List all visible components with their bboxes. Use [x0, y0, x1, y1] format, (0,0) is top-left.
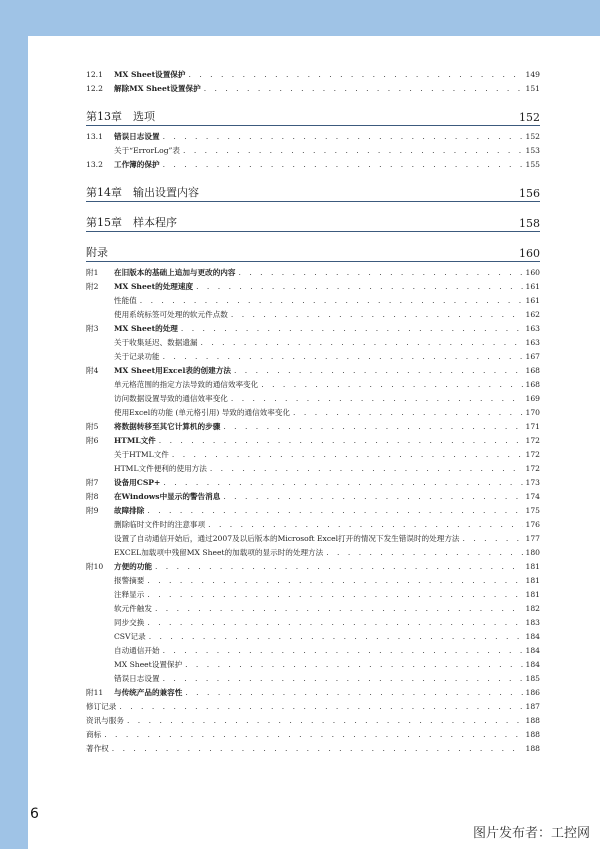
- entry-title: 使用系统标签可处理的软元件点数: [114, 310, 228, 319]
- toc-entry[interactable]: [86, 560, 540, 574]
- entry-page-number: 177: [525, 534, 540, 543]
- entry-page-number: 163: [525, 338, 540, 347]
- entry-title: 访问数据设置导致的通信效率变化: [114, 394, 228, 403]
- entry-title: 错误日志设置: [114, 132, 160, 141]
- dot-leader: [155, 560, 523, 574]
- table-of-contents: [86, 68, 540, 756]
- entry-title: 关于HTML文件: [114, 450, 169, 459]
- entry-title: 自动通信开始: [114, 646, 160, 655]
- entry-title: HTML文件便利的使用方法: [114, 464, 207, 473]
- entry-page-number: 172: [525, 450, 540, 459]
- entry-page-number: 188: [525, 730, 540, 739]
- toc-chapter-heading[interactable]: [86, 180, 540, 202]
- entry-page-number: 162: [525, 310, 540, 319]
- chapter-title: 第15章 样本程序: [86, 216, 177, 229]
- entry-page-number: 151: [525, 84, 540, 93]
- dot-leader: [155, 602, 523, 616]
- page-number: 6: [30, 806, 39, 822]
- toc-entry[interactable]: [86, 280, 540, 294]
- toc-chapter-heading[interactable]: [86, 210, 540, 232]
- dot-leader: [223, 490, 522, 504]
- entry-page-number: 161: [525, 282, 540, 291]
- dot-leader: [127, 714, 523, 728]
- dot-leader: [196, 280, 522, 294]
- toc-subentry[interactable]: [86, 336, 540, 350]
- toc-subentry[interactable]: [86, 350, 540, 364]
- entry-page-number: 181: [525, 562, 540, 571]
- dot-leader: [163, 672, 523, 686]
- entry-page-number: 188: [525, 716, 540, 725]
- toc-subentry[interactable]: [86, 574, 540, 588]
- entry-page-number: 172: [525, 464, 540, 473]
- entry-number: 附4: [86, 366, 99, 375]
- entry-page-number: 171: [525, 422, 540, 431]
- chapter-page-number: 158: [519, 217, 540, 230]
- toc-entry[interactable]: [86, 158, 540, 172]
- dot-leader: [172, 448, 523, 462]
- toc-chapter-heading[interactable]: [86, 240, 540, 262]
- dot-leader: [231, 392, 523, 406]
- entry-page-number: 149: [525, 70, 540, 79]
- chapter-page-number: 160: [519, 247, 540, 260]
- dot-leader: [147, 504, 522, 518]
- chapter-title: 附录: [86, 246, 108, 259]
- entry-page-number: 168: [525, 366, 540, 375]
- toc-entry[interactable]: [86, 476, 540, 490]
- entry-page-number: 163: [525, 324, 540, 333]
- toc-entry[interactable]: [86, 420, 540, 434]
- entry-page-number: 169: [525, 394, 540, 403]
- toc-subentry[interactable]: [86, 448, 540, 462]
- entry-page-number: 152: [525, 132, 540, 141]
- toc-subentry[interactable]: [86, 644, 540, 658]
- toc-subentry[interactable]: [86, 616, 540, 630]
- entry-title: 删除临时文件时的注意事项: [114, 520, 206, 529]
- dot-leader: [119, 700, 522, 714]
- entry-page-number: 187: [525, 702, 540, 711]
- toc-entry[interactable]: [86, 322, 540, 336]
- entry-number: 附7: [86, 478, 99, 487]
- toc-entry[interactable]: [86, 700, 540, 714]
- entry-page-number: 176: [525, 520, 540, 529]
- chapter-title: 第14章 输出设置内容: [86, 186, 199, 199]
- entry-page-number: 183: [525, 618, 540, 627]
- dot-leader: [163, 130, 523, 144]
- dot-leader: [231, 308, 523, 322]
- entry-title: 修订记录: [86, 702, 117, 711]
- left-blue-band: [0, 0, 28, 849]
- entry-number: 附11: [86, 688, 104, 697]
- entry-title: 在旧版本的基础上追加与更改的内容: [114, 268, 236, 277]
- entry-page-number: 173: [525, 478, 540, 487]
- dot-leader: [208, 518, 522, 532]
- entry-page-number: 182: [525, 604, 540, 613]
- toc-subentry[interactable]: [86, 518, 540, 532]
- entry-title: 与传统产品的兼容性: [114, 688, 183, 697]
- entry-title: 注释显示: [114, 590, 145, 599]
- dot-leader: [185, 658, 522, 672]
- entry-number: 附2: [86, 282, 99, 291]
- dot-leader: [185, 686, 522, 700]
- entry-page-number: 170: [525, 408, 540, 417]
- entry-title: 同步交换: [114, 618, 145, 627]
- dot-leader: [239, 266, 523, 280]
- entry-number: 12.2: [86, 84, 103, 93]
- entry-number: 附5: [86, 422, 99, 431]
- entry-page-number: 155: [525, 160, 540, 169]
- toc-entry[interactable]: [86, 434, 540, 448]
- toc-entry[interactable]: [86, 504, 540, 518]
- dot-leader: [210, 462, 523, 476]
- entry-number: 13.2: [86, 160, 103, 169]
- dot-leader: [181, 322, 523, 336]
- dot-leader: [147, 616, 522, 630]
- dot-leader: [104, 728, 522, 742]
- dot-leader: [326, 546, 522, 560]
- dot-leader: [201, 336, 523, 350]
- dot-leader: [147, 574, 522, 588]
- entry-page-number: 180: [525, 548, 540, 557]
- top-blue-band: [0, 0, 600, 36]
- entry-page-number: 153: [525, 146, 540, 155]
- entry-page-number: 188: [525, 744, 540, 753]
- entry-page-number: 172: [525, 436, 540, 445]
- entry-title: 软元件触发: [114, 604, 152, 613]
- entry-page-number: 160: [525, 268, 540, 277]
- entry-number: 附6: [86, 436, 99, 445]
- toc-subentry[interactable]: [86, 378, 540, 392]
- dot-leader: [159, 434, 523, 448]
- entry-title: 在Windows中显示的警告消息: [114, 492, 221, 501]
- entry-number: 附10: [86, 562, 104, 571]
- entry-title: 将数据转移至其它计算机的步骤: [114, 422, 221, 431]
- dot-leader: [293, 406, 522, 420]
- dot-leader: [463, 532, 523, 546]
- entry-page-number: 181: [525, 590, 540, 599]
- entry-page-number: 185: [525, 674, 540, 683]
- entry-title: 关于收集延迟、数据遗漏: [114, 338, 198, 347]
- entry-title: MX Sheet的处理: [114, 324, 178, 333]
- entry-number: 13.1: [86, 132, 103, 141]
- toc-subentry[interactable]: [86, 546, 540, 560]
- entry-number: 附1: [86, 268, 99, 277]
- toc-entry[interactable]: [86, 364, 540, 378]
- toc-subentry[interactable]: [86, 630, 540, 644]
- entry-number: 附8: [86, 492, 99, 501]
- entry-title: 单元格范围的指定方法导致的通信效率变化: [114, 380, 259, 389]
- entry-page-number: 168: [525, 380, 540, 389]
- dot-leader: [234, 364, 523, 378]
- toc-subentry[interactable]: [86, 308, 540, 322]
- toc-entry[interactable]: [86, 490, 540, 504]
- entry-title: 著作权: [86, 744, 109, 753]
- entry-title: 错误日志设置: [114, 674, 160, 683]
- entry-title: MX Sheet用Excel表的创建方法: [114, 366, 231, 375]
- chapter-page-number: 152: [519, 111, 540, 124]
- entry-title: EXCEL加载项中残留MX Sheet的加载项的显示时的处理方法: [114, 548, 324, 557]
- toc-entry[interactable]: [86, 266, 540, 280]
- entry-page-number: 175: [525, 506, 540, 515]
- dot-leader: [223, 420, 522, 434]
- entry-title: 故障排除: [114, 506, 145, 515]
- toc-subentry[interactable]: [86, 602, 540, 616]
- entry-title: 关于记录功能: [114, 352, 160, 361]
- entry-number: 附9: [86, 506, 99, 515]
- entry-page-number: 184: [525, 632, 540, 641]
- chapter-title: 第13章 选项: [86, 110, 155, 123]
- entry-title: HTML文件: [114, 436, 156, 445]
- entry-page-number: 184: [525, 646, 540, 655]
- toc-entry[interactable]: [86, 130, 540, 144]
- toc-entry[interactable]: [86, 686, 540, 700]
- entry-title: 工作簿的保护: [114, 160, 160, 169]
- entry-title: 设置了自动通信开始后，通过2007及以后版本的Microsoft Excel打开的情况下发生错误时的处理方法: [114, 534, 460, 543]
- entry-page-number: 161: [525, 296, 540, 305]
- entry-page-number: 184: [525, 660, 540, 669]
- entry-title: 设备用CSP+: [114, 478, 161, 487]
- chapter-page-number: 156: [519, 187, 540, 200]
- dot-leader: [163, 350, 523, 364]
- entry-page-number: 181: [525, 576, 540, 585]
- entry-title: 使用Excel的功能 (单元格引用) 导致的通信效率变化: [114, 408, 291, 417]
- toc-entry[interactable]: [86, 68, 540, 82]
- dot-leader: [189, 68, 523, 82]
- watermark-text: 图片发布者：工控网: [472, 826, 590, 841]
- toc-subentry[interactable]: [86, 462, 540, 476]
- toc-subentry[interactable]: [86, 672, 540, 686]
- entry-number: 12.1: [86, 70, 103, 79]
- entry-title: MX Sheet设置保护: [114, 660, 183, 669]
- entry-title: MX Sheet的处理速度: [114, 282, 194, 291]
- dot-leader: [140, 294, 523, 308]
- dot-leader: [204, 82, 523, 96]
- entry-title: 商标: [86, 730, 102, 739]
- toc-entry[interactable]: [86, 714, 540, 728]
- entry-title: 性能值: [114, 296, 137, 305]
- dot-leader: [261, 378, 522, 392]
- toc-entry[interactable]: [86, 742, 540, 756]
- toc-subentry[interactable]: [86, 588, 540, 602]
- entry-title: 方便的功能: [114, 562, 152, 571]
- toc-subentry[interactable]: [86, 658, 540, 672]
- entry-title: 报警摘要: [114, 576, 145, 585]
- toc-subentry[interactable]: [86, 294, 540, 308]
- toc-entry[interactable]: [86, 82, 540, 96]
- entry-title: 资讯与服务: [86, 716, 124, 725]
- entry-page-number: 167: [525, 352, 540, 361]
- entry-number: 附3: [86, 324, 99, 333]
- entry-title: MX Sheet设置保护: [114, 70, 186, 79]
- toc-entry[interactable]: [86, 728, 540, 742]
- dot-leader: [163, 476, 522, 490]
- toc-subentry[interactable]: [86, 144, 540, 158]
- toc-subentry[interactable]: [86, 532, 540, 546]
- entry-page-number: 174: [525, 492, 540, 501]
- toc-chapter-heading[interactable]: [86, 104, 540, 126]
- entry-title: 解除MX Sheet设置保护: [114, 84, 201, 93]
- entry-page-number: 186: [525, 688, 540, 697]
- dot-leader: [163, 158, 523, 172]
- toc-subentry[interactable]: [86, 406, 540, 420]
- dot-leader: [147, 588, 522, 602]
- dot-leader: [149, 630, 523, 644]
- dot-leader: [183, 144, 522, 158]
- dot-leader: [163, 644, 523, 658]
- dot-leader: [112, 742, 523, 756]
- toc-subentry[interactable]: [86, 392, 540, 406]
- entry-title: 关于“ErrorLog”表: [114, 146, 181, 155]
- entry-title: CSV记录: [114, 632, 146, 641]
